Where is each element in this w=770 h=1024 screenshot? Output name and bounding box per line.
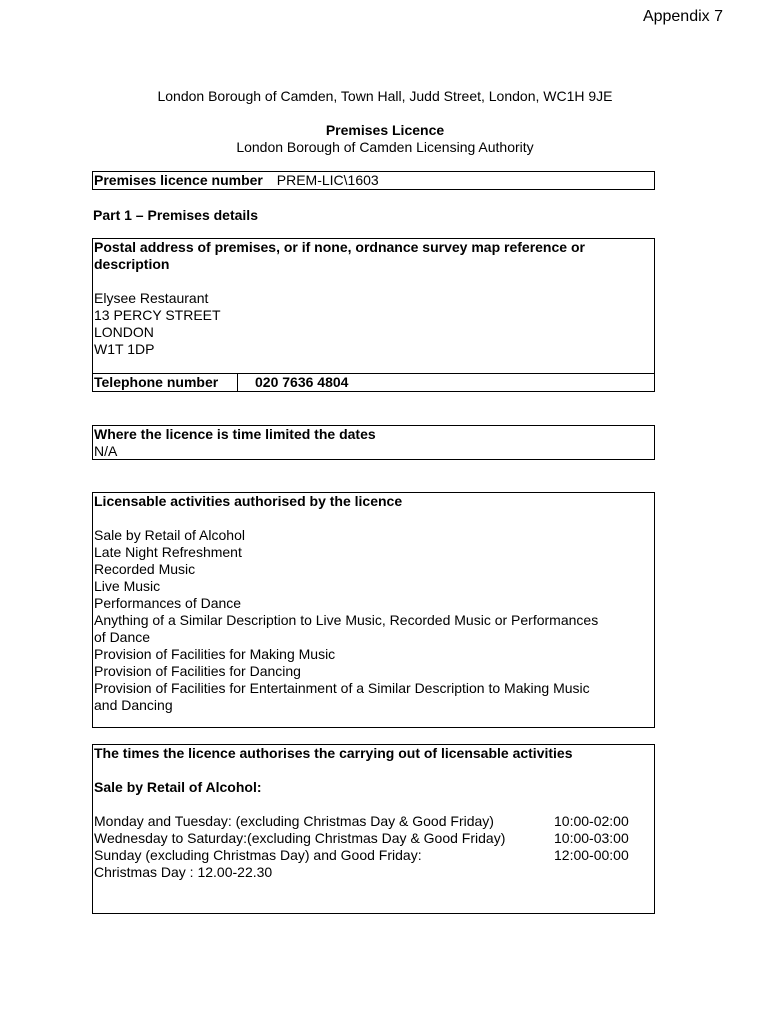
christmas-day-times: Christmas Day : 12.00-22.30 <box>94 864 273 880</box>
times-heading: The times the licence authorises the carrying out of licensable activities <box>94 745 573 761</box>
time-limited-box <box>92 425 655 460</box>
activity-item: of Dance <box>94 629 151 645</box>
activity-item: Provision of Facilities for Dancing <box>94 663 301 679</box>
premises-box <box>92 238 655 392</box>
time-limited-heading: Where the licence is time limited the dates <box>94 426 376 442</box>
time-row <box>93 830 654 847</box>
time-row-value: 10:00-03:00 <box>554 830 629 846</box>
activity-item: Sale by Retail of Alcohol <box>94 527 245 543</box>
document-title: Premises Licence <box>325 122 445 138</box>
appendix-label: Appendix 7 <box>642 8 723 25</box>
time-row-value: 10:00-02:00 <box>554 813 629 829</box>
telephone-label: Telephone number <box>93 374 238 392</box>
licensing-authority: London Borough of Camden Licensing Authority <box>236 139 534 155</box>
part1-heading: Part 1 – Premises details <box>93 207 258 223</box>
telephone-value: 020 7636 4804 <box>255 374 349 390</box>
licence-number-box <box>92 171 655 190</box>
time-row-desc: Wednesday to Saturday:(excluding Christmas Day & Good Friday) <box>94 830 506 846</box>
activity-item: Live Music <box>94 578 161 594</box>
times-subheading: Sale by Retail of Alcohol: <box>94 779 262 795</box>
council-address: London Borough of Camden, Town Hall, Judd Street, London, WC1H 9JE <box>157 88 613 104</box>
premises-heading-line1: Postal address of premises, or if none, ordnance survey map reference or <box>94 239 585 255</box>
activity-item: and Dancing <box>94 697 173 713</box>
time-row <box>93 813 654 830</box>
activity-item: Provision of Facilities for Entertainment of a Similar Description to Making Music <box>94 680 590 696</box>
activity-item: Anything of a Similar Description to Live Music, Recorded Music or Performances <box>94 612 599 628</box>
premises-heading-line2: description <box>94 256 170 272</box>
telephone-row <box>93 373 654 392</box>
time-row-desc: Monday and Tuesday: (excluding Christmas Day & Good Friday) <box>94 813 494 829</box>
premises-address-line: Elysee Restaurant <box>94 290 209 306</box>
time-limited-value: N/A <box>94 443 118 459</box>
premises-address-line: LONDON <box>94 324 154 340</box>
activity-item: Performances of Dance <box>94 595 242 611</box>
licence-number-label: Premises licence number <box>94 172 263 188</box>
times-box <box>92 744 655 914</box>
premises-address-line: 13 PERCY STREET <box>94 307 221 323</box>
activity-item: Recorded Music <box>94 561 196 577</box>
activity-item: Provision of Facilities for Making Music <box>94 646 336 662</box>
licence-number-value: PREM-LIC\1603 <box>276 172 379 188</box>
premises-address-line: W1T 1DP <box>94 341 155 357</box>
time-row-desc: Sunday (excluding Christmas Day) and Good Friday: <box>94 847 422 863</box>
activities-box <box>92 492 655 728</box>
activities-heading: Licensable activities authorised by the licence <box>94 493 403 509</box>
time-row <box>93 847 654 864</box>
time-row-value: 12:00-00:00 <box>554 847 629 863</box>
activity-item: Late Night Refreshment <box>94 544 242 560</box>
